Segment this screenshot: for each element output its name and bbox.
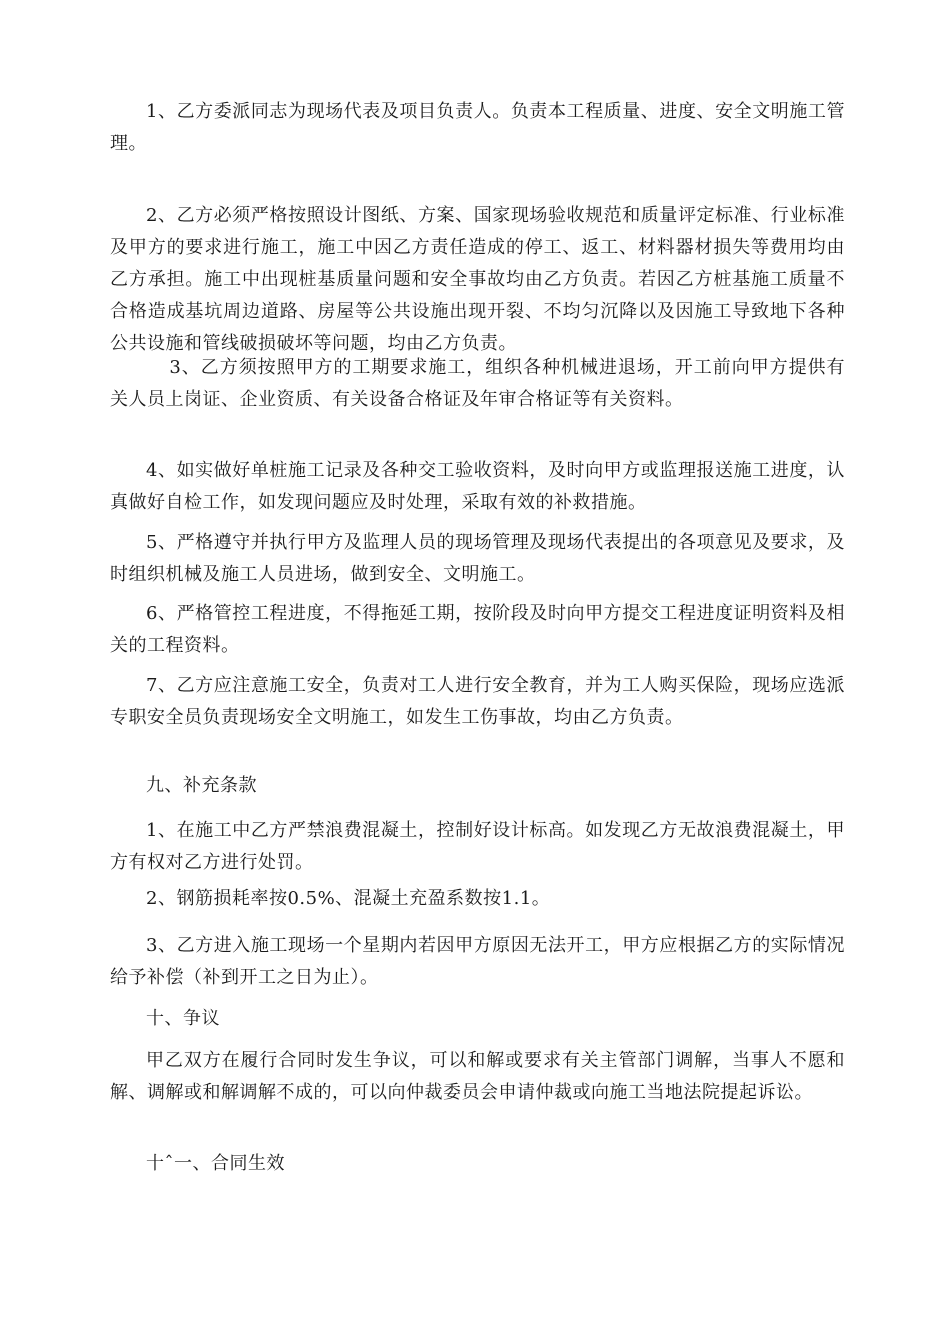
section-11-heading: 十ˆ一、合同生效 (146, 1153, 285, 1174)
clause-3-paragraph: 3、乙方须按照甲方的工期要求施工，组织各种机械进退场，开工前向甲方提供有关人员上岗证、企业资质、有关设备合格证及年审合格证等有关资料。 (110, 357, 845, 410)
section-9-item-1: 1、在施工中乙方严禁浪费混凝土，控制好设计标高。如发现乙方无故浪费混凝土，甲方有权对乙方进行处罚。 (110, 820, 845, 873)
clause-1-paragraph: 1、乙方委派同志为现场代表及项目负责人。负责本工程质量、进度、安全文明施工管理。 (110, 101, 845, 154)
section-9-item-2: 2、钢筋损耗率按0.5%、混凝土充盈系数按1.1。 (146, 888, 551, 909)
clause-7-paragraph: 7、乙方应注意施工安全，负责对工人进行安全教育，并为工人购买保险，现场应选派专职安全员负责现场安全文明施工，如发生工伤事故，均由乙方负责。 (110, 675, 845, 728)
clause-2-paragraph: 2、乙方必须严格按照设计图纸、方案、国家现场验收规范和质量评定标准、行业标准及甲方的要求进行施工，施工中因乙方责任造成的停工、返工、材料器材损失等费用均由乙方承担。施工中出现桩基质量问题和安全事故均由乙方负责。若因乙方桩基施工质量不合格造成基坑周边道路、房屋等公共设施出现开裂、不均匀沉降以及因施工导致地下各种公共设施和管线破损破坏等问题，均由乙方负责。 (110, 205, 845, 354)
section-10-heading: 十、争议 (146, 1008, 220, 1029)
clause-4-paragraph: 4、如实做好单桩施工记录及各种交工验收资料，及时向甲方或监理报送施工进度，认真做好自检工作，如发现问题应及时处理，采取有效的补救措施。 (110, 460, 845, 513)
section-9-item-3: 3、乙方进入施工现场一个星期内若因甲方原因无法开工，甲方应根据乙方的实际情况给予补偿（补到开工之日为止）。 (110, 935, 845, 988)
section-10-paragraph: 甲乙双方在履行合同时发生争议，可以和解或要求有关主管部门调解，当事人不愿和解、调解或和解调解不成的，可以向仲裁委员会申请仲裁或向施工当地法院提起诉讼。 (110, 1050, 845, 1103)
clause-5-paragraph: 5、严格遵守并执行甲方及监理人员的现场管理及现场代表提出的各项意见及要求，及时组织机械及施工人员进场，做到安全、文明施工。 (110, 532, 845, 585)
clause-6-paragraph: 6、严格管控工程进度，不得拖延工期，按阶段及时向甲方提交工程进度证明资料及相关的工程资料。 (110, 603, 845, 656)
section-9-heading: 九、补充条款 (146, 775, 257, 796)
